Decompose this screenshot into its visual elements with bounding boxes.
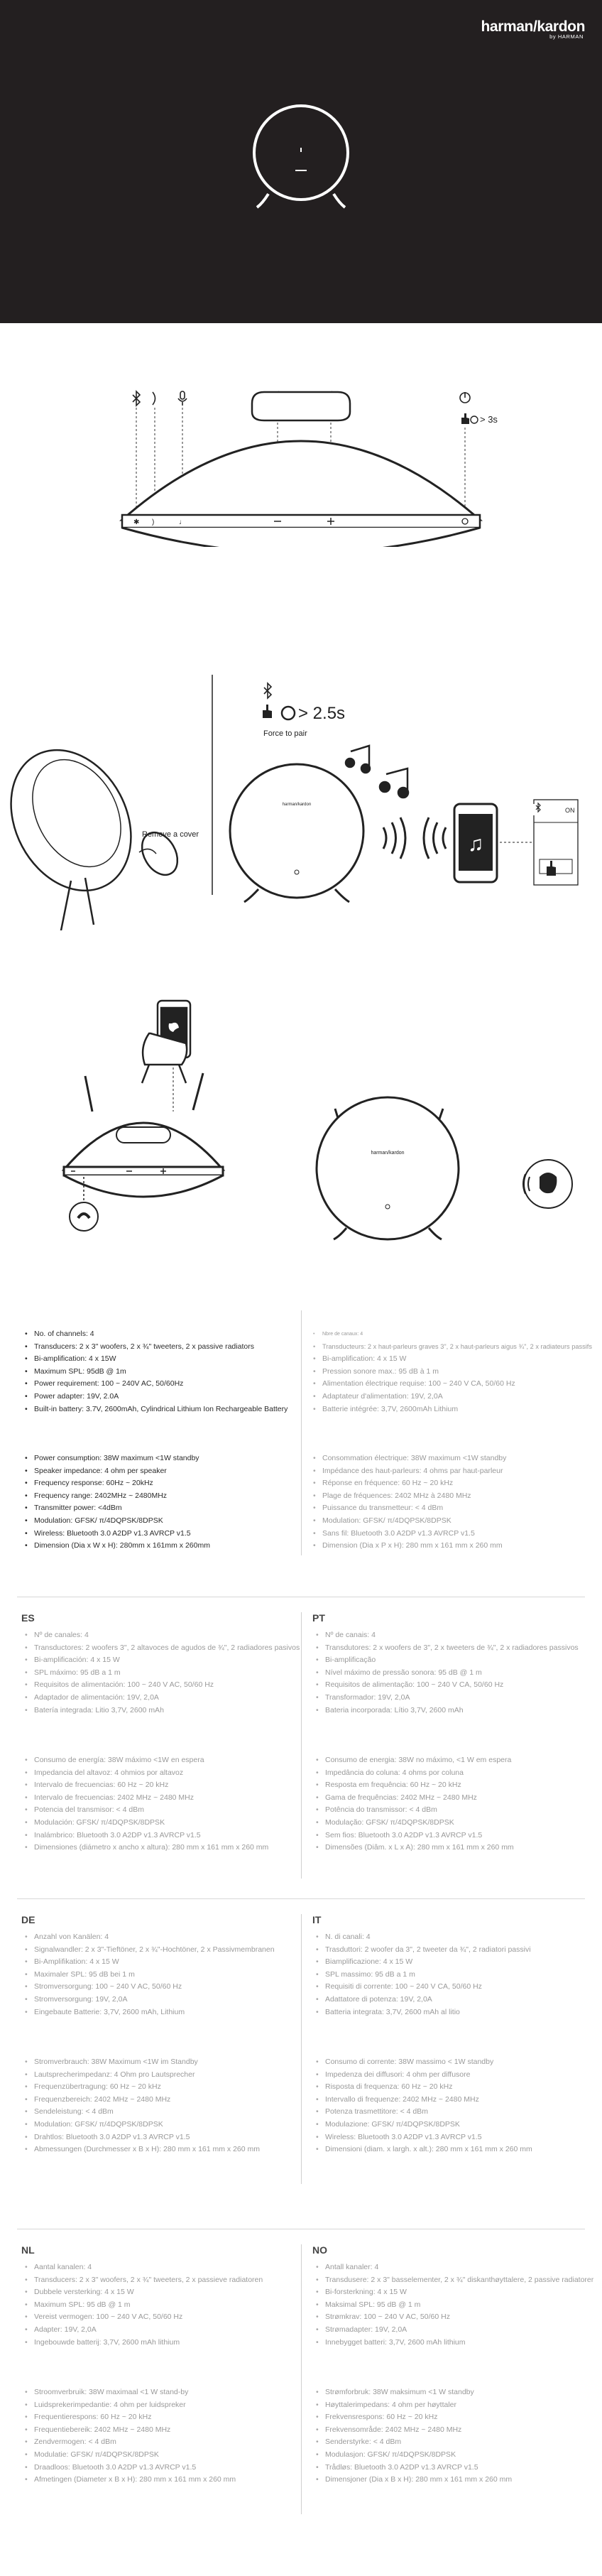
spec-item: • Built-in battery: 3.7V, 2600mAh, Cylindrical Lithium Ion Rechargeable Battery xyxy=(24,1403,288,1416)
spec-item: • Dimensioni (diam. x largh. x alt.): 280 mm x 161 mm x 260 mm xyxy=(315,2143,532,2156)
spec-item: • Stromversorgung: 19V, 2,0A xyxy=(24,1994,275,2006)
section-divider xyxy=(17,1898,585,1899)
spec-item: • Nº de canales: 4 xyxy=(24,1629,300,1642)
spec-item: • Batería integrada: Litio 3,7V, 2600 mAh xyxy=(24,1705,300,1717)
force-to-pair-label: Force to pair xyxy=(263,729,307,738)
spec-item: • Sendeleistung: < 4 dBm xyxy=(24,2106,260,2119)
spec-item: • Impédance des haut-parleurs: 4 ohms par haut-parleur xyxy=(312,1465,506,1478)
phone-in-hand-illustration xyxy=(142,1001,190,1083)
bluetooth-icon xyxy=(264,683,271,698)
spec-item: • Consumo de energía: 38W máximo <1W en espera xyxy=(24,1754,268,1767)
spec-item: • Intervalo de frecuencias: 2402 MHz ~ 2480 MHz xyxy=(24,1792,268,1805)
spec-item: • Transmitter power: <4dBm xyxy=(24,1502,210,1515)
spec-item: • Stromversorgung: 100 ~ 240 V AC, 50/60 Hz xyxy=(24,1981,275,1994)
spec-item: • Senderstyrke: < 4 dBm xyxy=(315,2436,512,2449)
speaker-front-view xyxy=(317,1097,459,1239)
spec-item: • Frequency response: 60Hz ~ 20kHz xyxy=(24,1477,210,1490)
spec-item: • Frekvensområde: 2402 MHz ~ 2480 MHz xyxy=(315,2424,512,2437)
spec-item: • Potenza trasmettitore: < 4 dBm xyxy=(315,2106,532,2119)
language-code: IT xyxy=(312,1914,322,1925)
svg-text:♫: ♫ xyxy=(467,832,484,856)
spec-item: • Eingebaute Batterie: 3,7V, 2600 mAh, Lithium xyxy=(24,2006,275,2019)
spec-item: • Frequenzbereich: 2402 MHz ~ 2480 MHz xyxy=(24,2094,260,2107)
spec-item: • Transducteurs: 2 x haut-parleurs graves 3", 2 x haut-parleurs aigus ¾", 2 x radiateurs passifs xyxy=(312,1341,592,1354)
spec-item: • Vereist vermogen: 100 ~ 240 V AC, 50/60 Hz xyxy=(24,2311,263,2324)
spec-item: • Bi-amplificação xyxy=(315,1654,579,1667)
specs-nl-general xyxy=(24,2261,263,2349)
specs-fr-electrical xyxy=(312,1452,506,1553)
language-code: NO xyxy=(312,2244,327,2256)
spec-item: • Høyttalerimpedans: 4 ohm per høyttaler xyxy=(315,2399,512,2412)
spec-item: • Gama de frequências: 2402 MHz ~ 2480 MHz xyxy=(315,1792,514,1805)
spec-item: • Maksimal SPL: 95 dB @ 1 m xyxy=(315,2299,593,2312)
music-note-icon xyxy=(346,746,408,798)
spec-item: • Strømadapter: 19V, 2,0A xyxy=(315,2324,593,2337)
phone-icon xyxy=(153,392,155,405)
spec-item: • Stroomverbruik: 38W maximaal <1 W stand-by xyxy=(24,2386,236,2399)
spec-item: • Afmetingen (Diameter x B x H): 280 mm x 161 mm x 260 mm xyxy=(24,2474,236,2487)
specs-fr-general xyxy=(312,1328,592,1415)
svg-text:✱: ✱ xyxy=(133,518,140,526)
spec-item: • Bateria incorporada: Lítio 3,7V, 2600 mAh xyxy=(315,1705,579,1717)
mic-icon xyxy=(180,391,185,399)
spec-item: • Biamplificazione: 4 x 15 W xyxy=(315,1956,531,1969)
spec-item: • Bi-forsterkning: 4 x 15 W xyxy=(315,2286,593,2299)
specs-no-electrical xyxy=(315,2386,512,2487)
specs-de-general xyxy=(24,1931,275,2018)
spec-item: • Adapter: 19V, 2,0A xyxy=(24,2324,263,2337)
spec-item: • Requisiti di corrente: 100 ~ 240 V CA, 50/60 Hz xyxy=(315,1981,531,1994)
remove-cover-label: Remove a cover xyxy=(142,830,199,839)
call-diagram xyxy=(0,991,602,1246)
language-code: NL xyxy=(21,2244,35,2256)
spec-item: • Adaptador de alimentación: 19V, 2,0A xyxy=(24,1692,300,1705)
spec-item: • Frequency range: 2402MHz ~ 2480MHz xyxy=(24,1490,210,1503)
spec-item: • Transdusere: 2 x 3" basselementer, 2 x ¾" diskanthøyttalere, 2 passive radiatorer xyxy=(315,2274,593,2287)
speaker-front-view xyxy=(230,764,363,898)
spec-item: • Consommation électrique: 38W maximum <1W standby xyxy=(312,1452,506,1465)
svg-text:♩: ♩ xyxy=(179,518,186,526)
spec-item: • Modulação: GFSK/ π/4DQPSK/8DPSK xyxy=(315,1817,514,1830)
spec-item: • Transducers: 2 x 3" woofers, 2 x ¾" tweeters, 2 x passieve radiatoren xyxy=(24,2274,263,2287)
spec-item: • Modulazione: GFSK/ π/4DQPSK/8DPSK xyxy=(315,2119,532,2131)
spec-item: • Inalámbrico: Bluetooth 3.0 A2DP v1.3 AVRCP v1.5 xyxy=(24,1830,268,1842)
brand-name: harman/kardon xyxy=(481,18,585,35)
spec-item: • Transdutores: 2 x woofers de 3", 2 x tweeters de ¾", 2 x radiadores passivos xyxy=(315,1642,579,1655)
pairing-diagram xyxy=(0,668,602,930)
spec-item: • Dimensiones (diámetro x ancho x altura): 280 mm x 161 mm x 260 mm xyxy=(24,1842,268,1854)
spec-item: • Adattatore di potenza: 19V, 2,0A xyxy=(315,1994,531,2006)
bluetooth-toggle-panel xyxy=(531,800,578,885)
spec-item: • Maximum SPL: 95 dB @ 1 m xyxy=(24,2299,263,2312)
spec-item: • Impedenza dei diffusori: 4 ohm per diffusore xyxy=(315,2069,532,2082)
spec-item: • Nbre de canaux: 4 xyxy=(312,1328,592,1341)
spec-item: • Adaptateur d'alimentation: 19V, 2,0A xyxy=(312,1391,592,1403)
spec-item: • Transductores: 2 woofers 3", 2 altavoces de agudos de ¾", 2 radiadores pasivos xyxy=(24,1642,300,1655)
spec-item: • Drahtlos: Bluetooth 3.0 A2DP v1.3 AVRCP v1.5 xyxy=(24,2131,260,2144)
specs-es-electrical xyxy=(24,1754,268,1854)
spec-item: • Frequentierespons: 60 Hz ~ 20 kHz xyxy=(24,2411,236,2424)
controls-diagram xyxy=(0,334,602,547)
language-code: DE xyxy=(21,1914,35,1925)
spec-item: • Nº de canais: 4 xyxy=(315,1629,579,1642)
spec-item: • Luidsprekerimpedantie: 4 ohm per luidspreker xyxy=(24,2399,236,2412)
pair-hold-label: > 2.5s xyxy=(298,704,346,723)
spec-item: • Speaker impedance: 4 ohm per speaker xyxy=(24,1465,210,1478)
spec-item: • Impedância do coluna: 4 ohms por coluna xyxy=(315,1767,514,1780)
spec-item: • Bi-amplificación: 4 x 15 W xyxy=(24,1654,300,1667)
call-answer-icon xyxy=(70,1202,98,1231)
specs-nl-electrical xyxy=(24,2386,236,2487)
spec-item: • Power adapter: 19V, 2.0A xyxy=(24,1391,288,1403)
spec-item: • Ingebouwde batterij: 3,7V, 2600 mAh lithium xyxy=(24,2337,263,2349)
spec-item: • Bi-amplification: 4 x 15W xyxy=(24,1353,288,1366)
spec-item: • Wireless: Bluetooth 3.0 A2DP v1.3 AVRCP v1.5 xyxy=(24,1528,210,1540)
specs-de-electrical xyxy=(24,2056,260,2156)
press-hand-icon xyxy=(263,705,272,718)
spec-item: • Abmessungen (Durchmesser x B x H): 280 mm x 161 mm x 260 mm xyxy=(24,2143,260,2156)
spec-item: • Nível máximo de pressão sonora: 95 dB @ 1 m xyxy=(315,1667,579,1680)
spec-item: • Power requirement: 100 ~ 240V AC, 50/60Hz xyxy=(24,1378,288,1391)
spec-item: • Modulation: GFSK/ π/4DQPSK/8DPSK xyxy=(24,1515,210,1528)
spec-item: • Dubbele versterking: 4 x 15 W xyxy=(24,2286,263,2299)
bluetooth-icon xyxy=(133,391,140,406)
language-code: PT xyxy=(312,1612,325,1624)
spec-item: • Consumo di corrente: 38W massimo < 1W standby xyxy=(315,2056,532,2069)
spec-item: • Draadloos: Bluetooth 3.0 A2DP v1.3 AVRCP v1.5 xyxy=(24,2462,236,2474)
spec-item: • Sans fil: Bluetooth 3.0 A2DP v1.3 AVRCP v1.5 xyxy=(312,1528,506,1540)
spec-item: • Wireless: Bluetooth 3.0 A2DP v1.3 AVRCP v1.5 xyxy=(315,2131,532,2144)
specs-no-general xyxy=(315,2261,593,2349)
spec-item: • Innebygget batteri: 3,7V, 2600 mAh lithium xyxy=(315,2337,593,2349)
specs-en-electrical xyxy=(24,1452,210,1553)
spec-item: • Frequenzübertragung: 60 Hz ~ 20 kHz xyxy=(24,2081,260,2094)
spec-item: • Dimensões (Diâm. x L x A): 280 mm x 161 mm x 260 mm xyxy=(315,1842,514,1854)
spec-item: • Alimentation électrique requise: 100 ~ 240 V CA, 50/60 Hz xyxy=(312,1378,592,1391)
spec-item: • Pression sonore max.: 95 dB à 1 m xyxy=(312,1366,592,1379)
toggle-on-label: ON xyxy=(565,807,575,814)
spec-item: • Power consumption: 38W maximum <1W standby xyxy=(24,1452,210,1465)
spec-item: • Puissance du transmetteur: < 4 dBm xyxy=(312,1502,506,1515)
spec-item: • Potencia del transmisor: < 4 dBm xyxy=(24,1804,268,1817)
spec-item: • Zendvermogen: < 4 dBm xyxy=(24,2436,236,2449)
spec-item: • Intervalo de frecuencias: 60 Hz ~ 20 kHz xyxy=(24,1779,268,1792)
specs-en-general xyxy=(24,1328,288,1415)
spec-item: • Lautsprecherimpedanz: 4 Ohm pro Lautsprecher xyxy=(24,2069,260,2082)
spec-item: • Resposta em frequência: 60 Hz ~ 20 kHz xyxy=(315,1779,514,1792)
spec-item: • Requisitos de alimentação: 100 ~ 240 V CA, 50/60 Hz xyxy=(315,1679,579,1692)
spec-item: • Dimensjoner (Dia x B x H): 280 mm x 161 mm x 260 mm xyxy=(315,2474,512,2487)
hero-banner xyxy=(0,0,602,323)
spec-item: • Strømforbruk: 38W maksimum <1 W standby xyxy=(315,2386,512,2399)
brand-sub: by HARMAN xyxy=(549,33,584,40)
speaker-logo-text: harman/kardon xyxy=(371,1151,405,1156)
spec-item: • N. di canali: 4 xyxy=(315,1931,531,1944)
spec-item: • Modulasjon: GFSK/ π/4DQPSK/8DPSK xyxy=(315,2449,512,2462)
spec-item: • Bi-amplification: 4 x 15 W xyxy=(312,1353,592,1366)
spec-item: • Consumo de energia: 38W no máximo, <1 W em espera xyxy=(315,1754,514,1767)
spec-item: • Maximum SPL: 95dB @ 1m xyxy=(24,1366,288,1379)
spec-item: • Antall kanaler: 4 xyxy=(315,2261,593,2274)
specs-it-general xyxy=(315,1931,531,2018)
spec-item: • Intervallo di frequenze: 2402 MHz ~ 2480 MHz xyxy=(315,2094,532,2107)
speaker-logo-text: harman/kardon xyxy=(282,803,312,807)
spec-item: • Modulation: GFSK/ π/4DQPSK/8DPSK xyxy=(24,2119,260,2131)
spec-item: • Réponse en fréquence: 60 Hz ~ 20 kHz xyxy=(312,1477,506,1490)
spec-item: • Stromverbrauch: 38W Maximum <1W im Standby xyxy=(24,2056,260,2069)
spec-item: • Bi-Amplifikation: 4 x 15 W xyxy=(24,1956,275,1969)
spec-item: • Modulation: GFSK/ π/4DQPSK/8DPSK xyxy=(312,1515,506,1528)
spec-item: • Dimension (Dia x W x H): 280mm x 161mm x 260mm xyxy=(24,1540,210,1553)
specs-es-general xyxy=(24,1629,300,1717)
spec-item: • SPL máximo: 95 dB a 1 m xyxy=(24,1667,300,1680)
spec-item: • Anzahl von Kanälen: 4 xyxy=(24,1931,275,1944)
spec-item: • Trasduttori: 2 woofer da 3", 2 tweeter da ¾", 2 radiatori passivi xyxy=(315,1944,531,1957)
spec-item: • Requisitos de alimentación: 100 ~ 240 V AC, 50/60 Hz xyxy=(24,1679,300,1692)
specs-pt-electrical xyxy=(315,1754,514,1854)
spec-item: • Modulatie: GFSK/ π/4DQPSK/8DPSK xyxy=(24,2449,236,2462)
spec-item: • Frequentiebereik: 2402 MHz ~ 2480 MHz xyxy=(24,2424,236,2437)
spec-item: • Trådløs: Bluetooth 3.0 A2DP v1.3 AVRCP v1.5 xyxy=(315,2462,512,2474)
spec-item: • Signalwandler: 2 x 3"-Tieftöner, 2 x ¾"-Hochtöner, 2 x Passivmembranen xyxy=(24,1944,275,1957)
spec-item: • Aantal kanalen: 4 xyxy=(24,2261,263,2274)
spec-item: • Sem fios: Bluetooth 3.0 A2DP v1.3 AVRCP v1.5 xyxy=(315,1830,514,1842)
spec-item: • Risposta di frequenza: 60 Hz ~ 20 kHz xyxy=(315,2081,532,2094)
spec-item: • Transducers: 2 x 3" woofers, 2 x ¾" tweeters, 2 x passive radiators xyxy=(24,1341,288,1354)
spec-item: • Potência do transmissor: < 4 dBm xyxy=(315,1804,514,1817)
spec-item: • Plage de fréquences: 2402 MHz à 2480 MHz xyxy=(312,1490,506,1503)
specs-pt-general xyxy=(315,1629,579,1717)
spec-item: • Dimension (Dia x P x H): 280 mm x 161 mm x 260 mm xyxy=(312,1540,506,1553)
spec-item: • Maximaler SPL: 95 dB bei 1 m xyxy=(24,1969,275,1982)
spec-item: • Transformador: 19V, 2,0A xyxy=(315,1692,579,1705)
specs-it-electrical xyxy=(315,2056,532,2156)
spec-item: • SPL massimo: 95 dB a 1 m xyxy=(315,1969,531,1982)
wireless-waves-icon xyxy=(383,817,446,859)
spec-item: • Batteria integrata: 3,7V, 2600 mAh al litio xyxy=(315,2006,531,2019)
spec-item: • Strømkrav: 100 ~ 240 V AC, 50/60 Hz xyxy=(315,2311,593,2324)
spec-item: • Impedancia del altavoz: 4 ohmios por altavoz xyxy=(24,1767,268,1780)
spec-item: • No. of channels: 4 xyxy=(24,1328,288,1341)
svg-text:): ) xyxy=(152,518,155,526)
spec-item: • Modulación: GFSK/ π/4DQPSK/8DPSK xyxy=(24,1817,268,1830)
power-hold-label: > 3s xyxy=(480,414,498,425)
speaker-top-view xyxy=(64,1073,223,1197)
speaker-front-illustration xyxy=(0,0,602,323)
spec-item: • Frekvensrespons: 60 Hz ~ 20 kHz xyxy=(315,2411,512,2424)
language-code: ES xyxy=(21,1612,35,1624)
spec-item: • Batterie intégrée: 3,7V, 2600mAh Lithium xyxy=(312,1403,592,1416)
